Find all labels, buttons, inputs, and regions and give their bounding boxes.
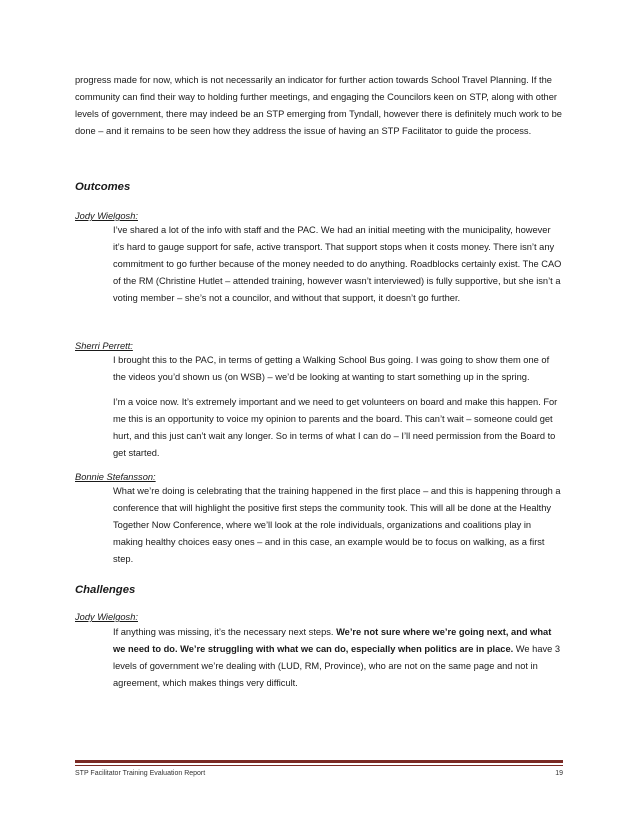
speaker-jody-outcomes: Jody Wielgosh: (75, 211, 138, 221)
jody-outcomes-text: I’ve shared a lot of the info with staff and the PAC. We had an initial meeting with the municipality, however it’s hard to gauge support for safe, active transport. That support stops when it costs money. There isn’t any commitment to go further because of the money needed to do anything. Roadblocks certainly exist. The CAO of the RM (Christine Hutlet – attended training, however wasn’t interviewed) is fully supportive, but she isn’t a voting member – she’s not a councilor, and without that support, it doesn’t go further. (113, 225, 562, 303)
page-number: 19 (555, 770, 563, 777)
footer-rule-thick (75, 760, 563, 763)
jody-challenges-text-bold: We’re not sure where we’re going next, and what we need to do. We’re struggling with what we can do, especially when politics are in place. (113, 627, 552, 654)
speaker-bonnie: Bonnie Stefansson: (75, 472, 156, 482)
footer-title: STP Facilitator Training Evaluation Report (75, 770, 206, 777)
sherri-text-2: I’m a voice now. It’s extremely important and we need to get volunteers on board and make this happen. For me this is an opportunity to voice my opinion to parents and the board. This can’t wait – someone could get hurt, and this just can’t wait any longer. So in terms of what I can do – I’ll need permission from the Board to get started. (113, 397, 558, 458)
footer-rule-thin (75, 765, 563, 766)
sherri-text-1: I brought this to the PAC, in terms of getting a Walking School Bus going. I was going to show them one of the videos you’d shown us (on WSB) – we’d be looking at wanting to start something up in the spring. (113, 355, 550, 382)
intro-paragraph: progress made for now, which is not necessarily an indicator for further action towards School Travel Planning. If the community can find their way to holding further meetings, and engaging the Councilors keen on STP, along with other levels of government, there may indeed be an STP emerging from Tyndall, however there is definitely much work to be done – and it remains to be seen how they address the issue of having an STP Facilitator to guide the process. (75, 75, 562, 136)
challenges-heading: Challenges (75, 584, 136, 596)
speaker-sherri: Sherri Perrett: (75, 341, 133, 351)
jody-challenges-text-a: If anything was missing, it’s the necessary next steps. (113, 627, 337, 637)
outcomes-heading: Outcomes (75, 181, 131, 193)
bonnie-text: What we’re doing is celebrating that the training happened in the first place – and this is happening through a conference that will highlight the positive first steps the community took. This will all be done at the Healthy Together Now Conference, where we’ll look at the role individuals, organizations and coalitions play in making healthy choices easy ones – and in this case, an example would be to focus on walking, as a first step. (113, 486, 561, 564)
jody-challenges-text (113, 624, 563, 692)
speaker-jody-challenges: Jody Wielgosh: (75, 612, 138, 622)
jody-challenges-text-b: We have 3 levels of government we’re dealing with (LUD, RM, Province), who are not on the same page and not in agreement, which makes things very difficult. (113, 644, 561, 688)
